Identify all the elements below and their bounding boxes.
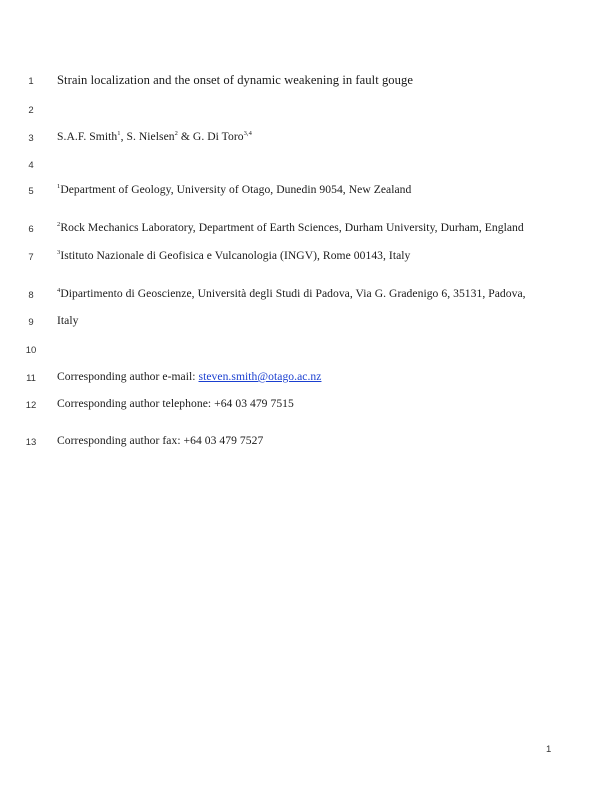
line-6 — [0, 220, 612, 240]
affiliation-marker: 4 — [57, 287, 61, 294]
affiliation-marker: 1 — [57, 183, 61, 190]
corresponding-fax: Corresponding author fax: +64 03 479 7527 — [57, 434, 264, 447]
line-2 — [0, 101, 612, 121]
affiliation-marker: 2 — [57, 221, 61, 228]
line-1 — [0, 72, 612, 92]
line-5 — [0, 182, 612, 202]
author-name: S. Nielsen — [126, 130, 175, 143]
line-8 — [0, 286, 612, 306]
affiliation-4: $^4$Dipartimento di Geoscienze, Università degli Studi di Padova, Via G. Gradenigo 6, 35131, Padova, — [57, 287, 526, 300]
author-name: G. Di Toro — [192, 130, 244, 143]
line-number: 8 — [28, 290, 34, 301]
corresponding-email — [57, 370, 321, 383]
author-name: S.A.F. Smith — [57, 130, 118, 143]
line-number: 9 — [28, 317, 34, 328]
line-3 — [0, 129, 612, 149]
page-number: 1 — [546, 744, 552, 755]
line-11 — [0, 369, 612, 389]
line-number: 4 — [28, 160, 34, 171]
line-12 — [0, 396, 612, 416]
line-number: 12 — [25, 400, 37, 411]
line-number: 1 — [28, 76, 34, 87]
line-number: 13 — [25, 437, 37, 448]
affiliation-marker: 3 — [57, 249, 61, 256]
paper-title: Strain localization and the onset of dynamic weakening in fault gouge — [57, 73, 413, 87]
line-4 — [0, 156, 612, 176]
line-number: 2 — [28, 105, 34, 116]
line-13 — [0, 433, 612, 453]
author-list — [57, 130, 252, 143]
affiliation-4-continued: Italy — [57, 314, 79, 327]
line-7 — [0, 248, 612, 268]
line-number: 10 — [25, 345, 37, 356]
line-number: 6 — [28, 224, 34, 235]
affiliation-3: $^3$Istituto Nazionale di Geofisica e Vulcanologia (INGV), Rome 00143, Italy — [57, 249, 411, 262]
author-affiliation-marker: 2 — [174, 130, 178, 137]
email-link[interactable]: steven.smith@otago.ac.nz — [198, 370, 322, 383]
line-number: 7 — [28, 252, 34, 263]
line-number: 5 — [28, 186, 34, 197]
line-number: 3 — [28, 133, 34, 144]
author-affiliation-marker: 3,4 — [243, 130, 252, 137]
author-affiliation-marker: 1 — [117, 130, 121, 137]
line-9 — [0, 313, 612, 333]
affiliation-2: $^2$Rock Mechanics Laboratory, Department of Earth Sciences, Durham University, Durham, England — [57, 221, 524, 234]
author-separator: , — [120, 130, 127, 143]
affiliation-1: $^1$Department of Geology, University of Otago, Dunedin 9054, New Zealand — [57, 183, 412, 196]
corresponding-telephone: Corresponding author telephone: +64 03 479 7515 — [57, 397, 294, 410]
line-10 — [0, 341, 612, 361]
line-number: 11 — [26, 373, 36, 384]
email-label: Corresponding author e-mail: — [57, 370, 199, 383]
author-separator: & — [177, 130, 193, 143]
